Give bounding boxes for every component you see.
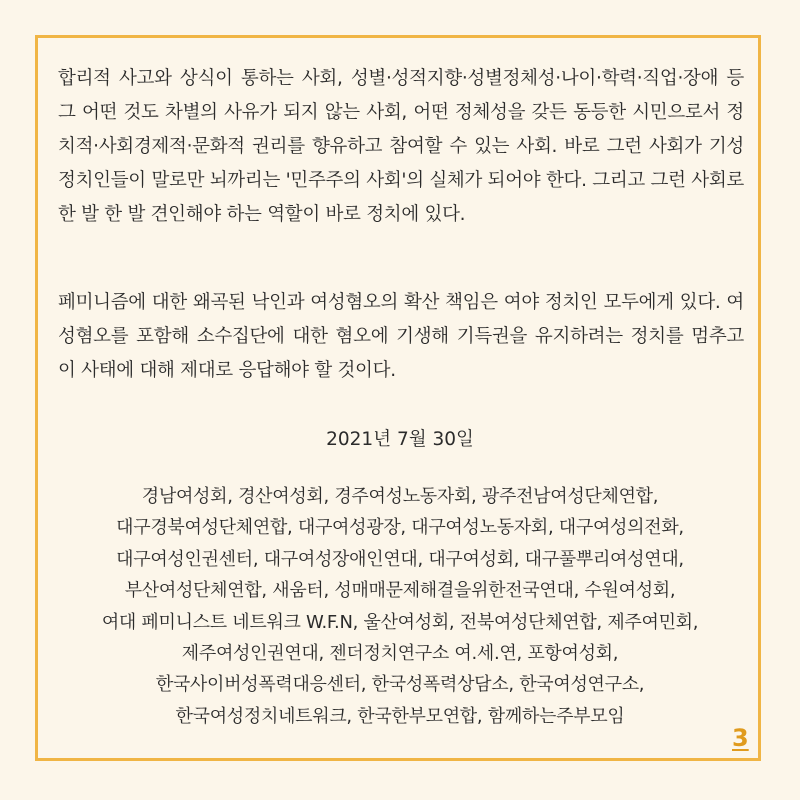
statement-paragraph-1: 합리적 사고와 상식이 통하는 사회, 성별·성적지향·성별정체성·나이·학력·직업·장애 등 그 어떤 것도 차별의 사유가 되지 않는 사회, 어떤 정체성을 갖든 동등한 시민으로서 정치적·사회경제적·문화적 권리를 향유하고 참여할 수 있는 사회. 바로 그런 사회가 기성정치인들이 말로만 뇌까리는 '민주주의 사회'의 실체가 되어야 한다. 그리고 그런 사회로 한 발 한 발 견인해야 하는 역할이 바로 정치에 있다. bbox=[58, 68, 744, 225]
signatory-organizations-list bbox=[40, 481, 760, 732]
organization-line: 부산여성단체연합, 새움터, 성매매문제해결을위한전국연대, 수원여성회, bbox=[124, 580, 676, 602]
organization-line: 한국사이버성폭력대응센터, 한국성폭력상담소, 한국여성연구소, bbox=[155, 674, 645, 696]
organization-line: 대구경북여성단체연합, 대구여성광장, 대구여성노동자회, 대구여성의전화, bbox=[116, 517, 684, 539]
organization-line: 제주여성인권연대, 젠더정치연구소 여.세.연, 포항여성회, bbox=[181, 643, 619, 665]
statement-date: 2021년 7월 30일 bbox=[326, 429, 474, 450]
organization-line: 대구여성인권센터, 대구여성장애인연대, 대구여성회, 대구풀뿌리여성연대, bbox=[116, 548, 684, 570]
organization-line: 한국여성정치네트워크, 한국한부모연합, 함께하는주부모임 bbox=[175, 705, 625, 727]
page-number: 3 bbox=[732, 724, 749, 752]
organization-line: 여대 페미니스트 네트워크 W.F.N, 울산여성회, 전북여성단체연합, 제주여민회, bbox=[101, 611, 699, 633]
organization-line: 경남여성회, 경산여성회, 경주여성노동자회, 광주전남여성단체연합, bbox=[141, 486, 659, 507]
statement-paragraph-2: 페미니즘에 대한 왜곡된 낙인과 여성혐오의 확산 책임은 여야 정치인 모두에게 있다. 여성혐오를 포함해 소수집단에 대한 혐오에 기생해 기득권을 유지하려는 정치를 멈추고 이 사태에 대해 제대로 응답해야 할 것이다. bbox=[58, 292, 744, 381]
